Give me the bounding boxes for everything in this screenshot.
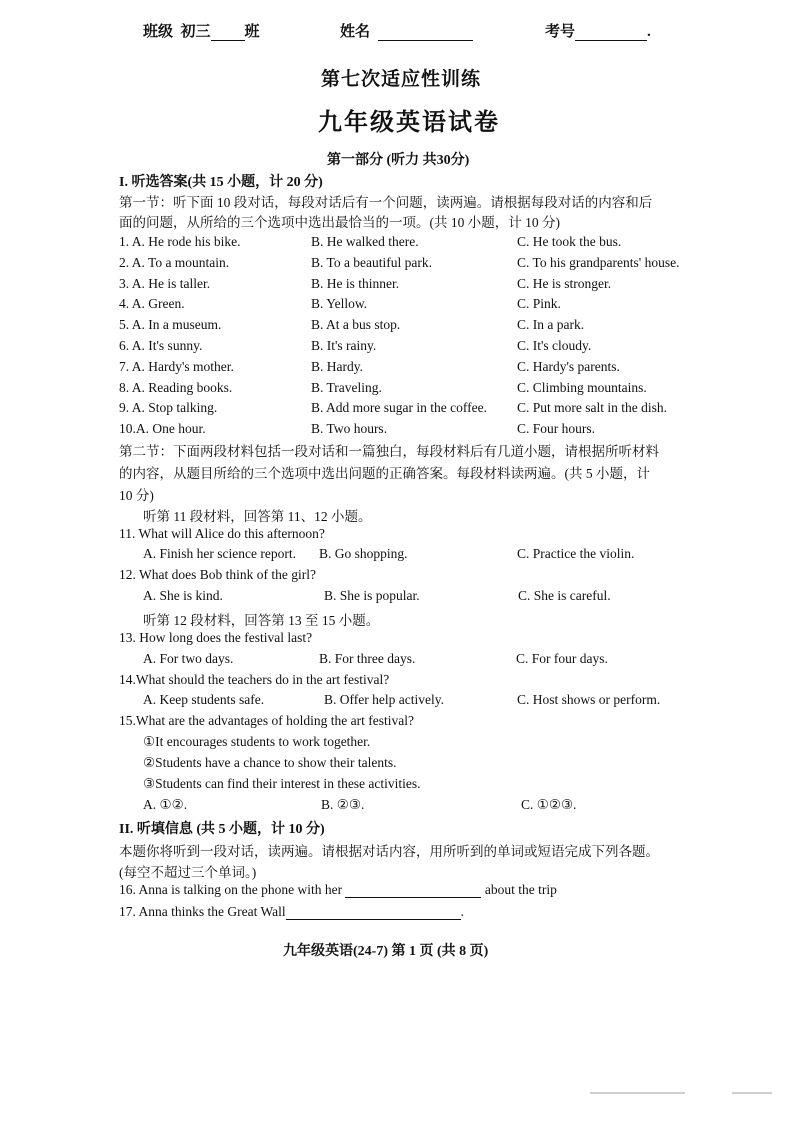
q9-option-b[interactable]: B. Add more sugar in the coffee. (311, 400, 487, 415)
q15-option-a[interactable]: A. ①②. (143, 797, 188, 812)
q13-option-a[interactable]: A. For two days. (143, 651, 234, 666)
q16 (119, 881, 557, 898)
q10-option-b[interactable]: B. Two hours. (311, 421, 388, 436)
name-blank[interactable] (378, 23, 473, 41)
q9-option-c[interactable]: C. Put more salt in the dish. (517, 400, 667, 415)
scan-artifact (732, 1092, 772, 1094)
q17 (119, 903, 464, 920)
exam-number-label: 考号 (545, 24, 576, 40)
q5-option-b[interactable]: B. At a bus stop. (311, 317, 401, 332)
q17-text-end: . (460, 904, 465, 919)
q17-answer-blank[interactable] (286, 903, 461, 920)
q16-answer-blank[interactable] (345, 881, 481, 898)
q2-option-c[interactable]: C. To his grandparents' house. (517, 255, 680, 270)
q8-option-a[interactable]: 8. A. Reading books. (119, 380, 233, 395)
q2-option-a[interactable]: 2. A. To a mountain. (119, 255, 230, 270)
material-11-note: 听第 11 段材料，回答第 11、12 小题。 (143, 509, 372, 524)
q13-stem: 13. How long does the festival last? (119, 630, 313, 645)
q14-option-a[interactable]: A. Keep students safe. (143, 692, 265, 707)
q8-option-c[interactable]: C. Climbing mountains. (517, 380, 647, 395)
sec2-intro-line2: (每空不超过三个单词。) (119, 865, 257, 880)
q15-statement-2: ②Students have a chance to show their talents. (143, 755, 397, 770)
q5-option-c[interactable]: C. In a park. (517, 317, 585, 332)
part1-heading: 第一部分 (听力 共30分) (327, 153, 470, 168)
q3-option-b[interactable]: B. He is thinner. (311, 276, 400, 291)
q14-option-b[interactable]: B. Offer help actively. (324, 692, 444, 707)
q11-option-b[interactable]: B. Go shopping. (319, 546, 408, 561)
q10-option-a[interactable]: 10.A. One hour. (119, 421, 206, 436)
q15-statement-3: ③Students can find their interest in these activities. (143, 776, 421, 791)
q6-option-a[interactable]: 6. A. It's sunny. (119, 338, 203, 353)
q11-option-c[interactable]: C. Practice the violin. (517, 546, 635, 561)
q15-option-b[interactable]: B. ②③. (321, 797, 365, 812)
q11-stem: 11. What will Alice do this afternoon? (119, 526, 325, 541)
q14-option-c[interactable]: C. Host shows or perform. (517, 692, 661, 707)
q16-text: 16. Anna is talking on the phone with her (119, 882, 343, 897)
section1-title: I. 听选答案(共 15 小题，计 20 分) (119, 175, 323, 190)
q1-option-b[interactable]: B. He walked there. (311, 234, 419, 249)
q13-option-b[interactable]: B. For three days. (319, 651, 416, 666)
q13-option-c[interactable]: C. For four days. (516, 651, 608, 666)
q14-stem: 14.What should the teachers do in the art festival? (119, 672, 390, 687)
q12-option-a[interactable]: A. She is kind. (143, 588, 223, 603)
class-label: 班级 (143, 24, 174, 40)
exam-number-field (545, 20, 651, 41)
scan-artifact (590, 1092, 685, 1094)
q5-option-a[interactable]: 5. A. In a museum. (119, 317, 222, 332)
q6-option-b[interactable]: B. It's rainy. (311, 338, 377, 353)
q3-option-c[interactable]: C. He is stronger. (517, 276, 612, 291)
class-value: 初三 (180, 24, 211, 40)
sub1-intro-line1: 第一节：听下面 10 段对话，每段对话后有一个问题，读两遍。请根据每段对话的内容和后 (119, 195, 653, 210)
q4-option-c[interactable]: C. Pink. (517, 296, 561, 311)
q7-option-b[interactable]: B. Hardy. (311, 359, 363, 374)
q12-stem: 12. What does Bob think of the girl? (119, 567, 316, 582)
q12-option-c[interactable]: C. She is careful. (518, 588, 611, 603)
q15-option-c[interactable]: C. ①②③. (521, 797, 577, 812)
q2-option-b[interactable]: B. To a beautiful park. (311, 255, 433, 270)
q1-option-c[interactable]: C. He took the bus. (517, 234, 622, 249)
class-field (143, 20, 260, 41)
sub1-intro-line2: 面的问题，从所给的三个选项中选出最恰当的一项。(共 10 小题，计 10 分) (119, 215, 560, 230)
q7-option-c[interactable]: C. Hardy's parents. (517, 359, 620, 374)
q1-option-a[interactable]: 1. A. He rode his bike. (119, 234, 241, 249)
q16-text-end: about the trip (484, 882, 557, 897)
class-suffix: 班 (244, 24, 260, 40)
exam-title: 九年级英语试卷 (318, 110, 500, 136)
sub2-intro-line3: 10 分) (119, 488, 154, 503)
name-label: 姓名 (340, 24, 371, 40)
q3-option-a[interactable]: 3. A. He is taller. (119, 276, 211, 291)
q4-option-b[interactable]: B. Yellow. (311, 296, 368, 311)
q9-option-a[interactable]: 9. A. Stop talking. (119, 400, 218, 415)
q10-option-c[interactable]: C. Four hours. (517, 421, 596, 436)
class-blank[interactable] (211, 23, 245, 41)
q7-option-a[interactable]: 7. A. Hardy's mother. (119, 359, 234, 374)
q11-option-a[interactable]: A. Finish her science report. (143, 546, 296, 561)
q4-option-a[interactable]: 4. A. Green. (119, 296, 185, 311)
page-footer: 九年级英语(24-7) 第 1 页 (共 8 页) (283, 944, 489, 959)
sub2-intro-line2: 的内容，从题目所给的三个选项中选出问题的正确答案。每段材料读两遍。(共 5 小题，计 (119, 466, 650, 481)
exam-number-blank[interactable] (575, 23, 647, 41)
q12-option-b[interactable]: B. She is popular. (324, 588, 420, 603)
section2-title: II. 听填信息 (共 5 小题，计 10 分) (119, 822, 325, 837)
q15-statement-1: ①It encourages students to work together. (143, 734, 371, 749)
sub2-intro-line1: 第二节：下面两段材料包括一段对话和一篇独白，每段材料后有几道小题，请根据所听材料 (119, 444, 659, 459)
exam-subtitle: 第七次适应性训练 (321, 69, 482, 90)
exam-number-end: . (647, 24, 651, 40)
sec2-intro-line1: 本题你将听到一段对话，读两遍。请根据对话内容，用所听到的单词或短语完成下列各题。 (119, 844, 659, 859)
material-12-note: 听第 12 段材料，回答第 13 至 15 小题。 (143, 613, 380, 628)
q17-text: 17. Anna thinks the Great Wall (119, 904, 286, 919)
q6-option-c[interactable]: C. It's cloudy. (517, 338, 592, 353)
q15-stem: 15.What are the advantages of holding the art festival? (119, 713, 415, 728)
name-field (340, 20, 473, 41)
q8-option-b[interactable]: B. Traveling. (311, 380, 382, 395)
